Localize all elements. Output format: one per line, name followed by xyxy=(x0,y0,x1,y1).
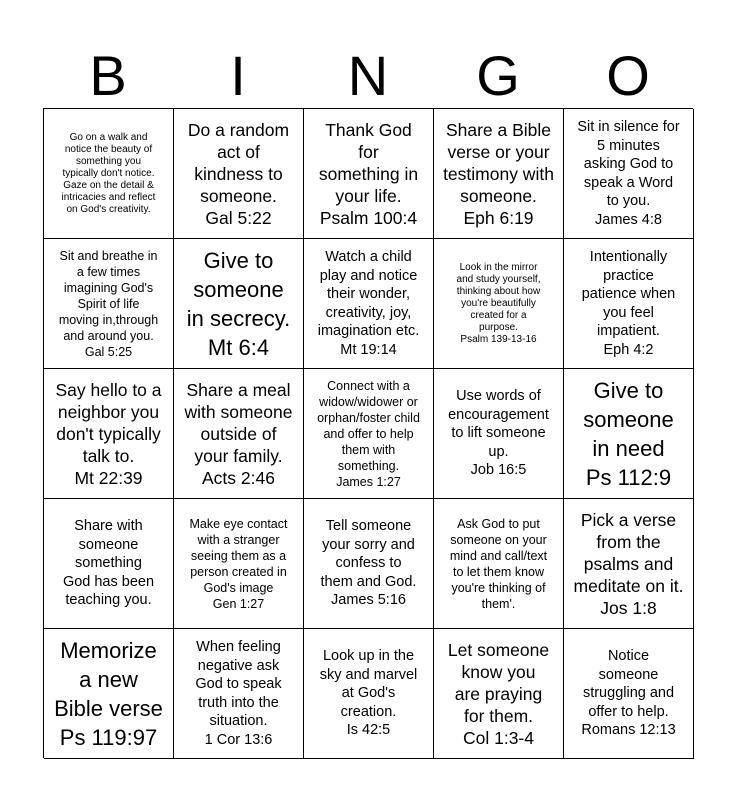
bingo-header xyxy=(43,44,693,108)
bingo-cell: Make eye contact with a stranger seeing them as a person created in God's image Gen 1:27 xyxy=(174,499,304,629)
bingo-cell: Say hello to a neighbor you don't typically talk to. Mt 22:39 xyxy=(44,369,174,499)
bingo-cell: Pick a verse from the psalms and meditate on it. Jos 1:8 xyxy=(564,499,694,629)
bingo-cell: Sit and breathe in a few times imagining God's Spirit of life moving in,through and around you. Gal 5:25 xyxy=(44,239,174,369)
bingo-cell: Watch a child play and notice their wonder, creativity, joy, imagination etc. Mt 19:14 xyxy=(304,239,434,369)
header-letter-g: G xyxy=(476,44,520,107)
bingo-cell: Sit in silence for 5 minutes asking God to speak a Word to you. James 4:8 xyxy=(564,109,694,239)
bingo-cell: Connect with a widow/widower or orphan/foster child and offer to help them with something. James 1:27 xyxy=(304,369,434,499)
bingo-cell: Ask God to put someone on your mind and call/text to let them know you're thinking of them'. xyxy=(434,499,564,629)
bingo-cell: Give to someone in secrecy. Mt 6:4 xyxy=(174,239,304,369)
header-letter-n: N xyxy=(347,44,389,107)
header-letter-b: B xyxy=(89,44,127,107)
bingo-cell: Let someone know you are praying for them. Col 1:3-4 xyxy=(434,629,564,759)
header-letter-o: O xyxy=(606,44,650,107)
bingo-cell: Give to someone in need Ps 112:9 xyxy=(564,369,694,499)
bingo-cell: Memorize a new Bible verse Ps 119:97 xyxy=(44,629,174,759)
bingo-cell: Thank God for something in your life. Psalm 100:4 xyxy=(304,109,434,239)
bingo-cell: Tell someone your sorry and confess to them and God. James 5:16 xyxy=(304,499,434,629)
bingo-cell: Look in the mirror and study yourself, thinking about how you're beautifully created for a purpose. Psalm 139-13-16 xyxy=(434,239,564,369)
bingo-cell: Intentionally practice patience when you feel impatient. Eph 4:2 xyxy=(564,239,694,369)
bingo-grid xyxy=(43,108,693,758)
bingo-cell: Look up in the sky and marvel at God's creation. Is 42:5 xyxy=(304,629,434,759)
bingo-cell: Use words of encouragement to lift someone up. Job 16:5 xyxy=(434,369,564,499)
bingo-cell: Go on a walk and notice the beauty of something you typically don't notice. Gaze on the detail & intricacies and reflect on God's creativity. xyxy=(44,109,174,239)
bingo-cell: Do a random act of kindness to someone. Gal 5:22 xyxy=(174,109,304,239)
bingo-cell: Share a Bible verse or your testimony with someone. Eph 6:19 xyxy=(434,109,564,239)
header-letter-i: I xyxy=(230,44,246,107)
bingo-cell: Share a meal with someone outside of your family. Acts 2:46 xyxy=(174,369,304,499)
bingo-cell: When feeling negative ask God to speak truth into the situation. 1 Cor 13:6 xyxy=(174,629,304,759)
bingo-cell: Notice someone struggling and offer to help. Romans 12:13 xyxy=(564,629,694,759)
bingo-cell: Share with someone something God has been teaching you. xyxy=(44,499,174,629)
